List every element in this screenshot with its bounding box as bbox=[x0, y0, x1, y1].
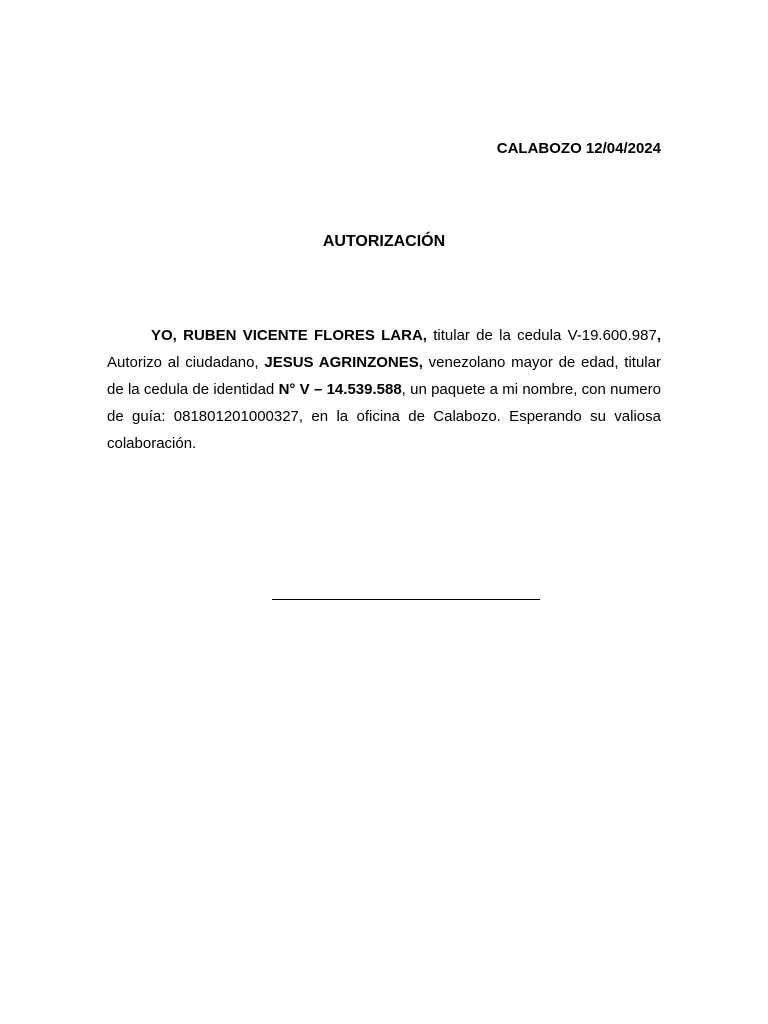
authorization-paragraph bbox=[107, 322, 661, 457]
package-details-text: , un paquete a mi nombre, con numero de guía: 081801201000327, en la oficina de Calabozo. Esperando su valiosa colaboración. bbox=[107, 381, 661, 452]
authorized-person-text: venezolano mayor de edad, titular de la cedula de identidad bbox=[107, 354, 661, 398]
authorized-person-id: N° V – 14.539.588 bbox=[278, 381, 402, 398]
date-line: CALABOZO 12/04/2024 bbox=[496, 140, 661, 157]
author-name: YO, RUBEN VICENTE FLORES LARA, bbox=[151, 327, 427, 344]
authorize-text: Autorizo al ciudadano, bbox=[107, 354, 265, 371]
author-id-text: titular de la cedula V-19.600.987 bbox=[426, 327, 657, 344]
author-id-comma: , bbox=[656, 327, 661, 344]
signature-line bbox=[272, 599, 540, 600]
document-title: AUTORIZACIÓN bbox=[322, 233, 446, 250]
authorized-person-name: JESUS AGRINZONES, bbox=[264, 354, 423, 371]
